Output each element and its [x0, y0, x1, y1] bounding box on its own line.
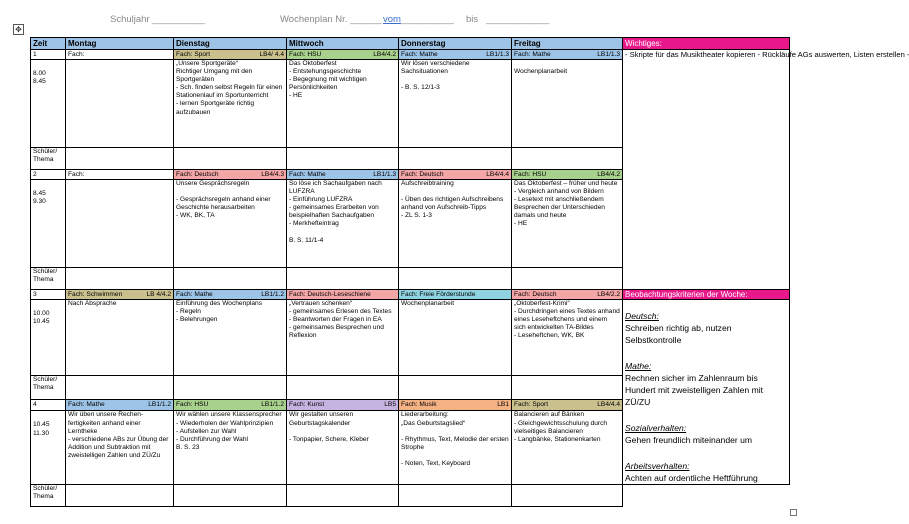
fach-label-wrap [68, 290, 171, 299]
fach-cell[interactable] [512, 170, 623, 180]
fach-label: Fach: Musik [401, 401, 437, 409]
fach-cell[interactable] [512, 290, 623, 300]
col-header-montag: Montag [66, 38, 174, 50]
schueler-cell[interactable] [287, 485, 399, 507]
fach-label-wrap [514, 290, 620, 299]
lesson-content[interactable] [66, 180, 174, 268]
lesson-number: 1 [31, 50, 66, 60]
fach-cell[interactable] [287, 50, 399, 60]
zeit-cell: 8.00 8.45 [31, 60, 66, 148]
lehrplan-ref: LB 4/4.2 [146, 291, 171, 298]
fach-label-wrap [401, 50, 509, 59]
col-header-donnerstag: Donnerstag [399, 38, 512, 50]
fach-cell[interactable] [287, 170, 399, 180]
zeit-cell: 10.45 11.30 [31, 411, 66, 485]
beobachtung-content[interactable] [623, 300, 790, 485]
lesson-content[interactable]: Wochenplanarbeit [512, 60, 623, 148]
zeit-cell: 10.00 10.45 [31, 300, 66, 376]
col-header-dienstag: Dienstag [174, 38, 287, 50]
lesson-content[interactable]: Nach Absprache [66, 300, 174, 376]
lesson-content[interactable]: Balancieren auf Bänken - Gleichgewichtsschulung durch vielseitiges Balancieren - Langbänke, Stationenkarten [512, 411, 623, 485]
beobachtung-section-text: Gehen freundlich miteinander um [625, 435, 753, 445]
schueler-cell[interactable] [66, 268, 174, 290]
lesson-content[interactable]: Wir lösen verschiedene Sachsituationen - B. S. 12/1-3 [399, 60, 512, 148]
beobachtung-section-head: Sozialverhalten: [625, 423, 687, 433]
col-header-zeit: Zeit [31, 38, 66, 50]
schueler-cell[interactable] [399, 268, 512, 290]
schueler-cell[interactable] [174, 485, 287, 507]
fach-cell[interactable] [174, 50, 287, 60]
fach-label: Fach: Sport [514, 401, 549, 409]
lesson-content[interactable]: Liederarbeitung: „Das Geburtstagslied“ - Rhythmus, Text, Melodie der ersten Strophe - Noten, Text, Keyboard [399, 411, 512, 485]
lehrplan-ref: LB1/1.2 [261, 401, 284, 409]
fach-cell[interactable] [66, 170, 174, 180]
fach-label-wrap [514, 400, 620, 409]
fach-cell[interactable] [399, 50, 512, 60]
schueler-thema-label: Schüler/ Thema [31, 485, 66, 507]
lehrplan-ref: LB1/1.2 [261, 291, 284, 298]
fach-label-wrap [401, 290, 509, 299]
lehrplan-ref: LB5 [384, 401, 396, 409]
fach-label: Fach: Sport [176, 51, 211, 58]
wichtiges-content[interactable]: - Skripte für das Musiktheater kopieren - Rückläufe AGs auswerten, Listen erstellen - [623, 50, 790, 290]
lesson-content[interactable]: „Vertrauen schenken“ - gemeinsames Erlesen des Textes - Beantworten der Fragen in EA - gemeinsames Besprechen und Reflexion [287, 300, 399, 376]
lehrplan-ref: LB1/1.3 [597, 51, 620, 58]
col-header-mittwoch: Mittwoch [287, 38, 399, 50]
schueler-thema-label: Schüler/ Thema [31, 268, 66, 290]
schueler-cell[interactable] [399, 375, 512, 400]
lehrplan-ref: LB4/4.2 [597, 171, 620, 178]
fach-label-wrap [514, 170, 620, 179]
schueler-cell[interactable] [287, 268, 399, 290]
lesson-number: 2 [31, 170, 66, 180]
fach-label: Fach: Mathe [401, 51, 438, 58]
lesson-content[interactable]: Einführung des Wochenplans - Regeln - Belehrungen [174, 300, 287, 376]
schueler-thema-label: Schüler/ Thema [31, 375, 66, 400]
fach-label: Fach: [68, 51, 85, 58]
col-header-freitag: Freitag [512, 38, 623, 50]
fach-cell[interactable] [174, 170, 287, 180]
schueler-row [31, 485, 790, 507]
fach-label-wrap [176, 400, 284, 409]
lehrplan-ref: LB4/4.4 [486, 171, 509, 178]
schueler-cell[interactable] [174, 375, 287, 400]
fach-cell[interactable] [287, 400, 399, 411]
lehrplan-ref: LB1 [497, 401, 509, 409]
fach-cell[interactable] [399, 290, 512, 300]
table-resize-handle[interactable] [790, 509, 797, 516]
beobachtung-section-text: Rechnen sicher im Zahlenraum bis Hundert mit zweistelligen Zahlen mit ZÜ/ZU [625, 373, 764, 407]
beobachtung-section-text: Achten auf ordentliche Heftführung [625, 473, 758, 483]
lesson-number: 3 [31, 290, 66, 300]
schueler-cell[interactable] [512, 148, 623, 170]
lesson-content[interactable]: „Unsere Sportgeräte“ Richtiger Umgang mit den Sportgeräten - Sch. finden selbst Regeln für einen Stationenlauf im Sportunterricht - lernen Sportgeräte richtig aufzubauen [174, 60, 287, 148]
fach-cell[interactable] [512, 50, 623, 60]
lesson-content[interactable]: Wir wählen unsere Klassensprecher - Wiederholen der Wahlprinzipien - Aufstellen zur Wahl - Durchführung der Wahl B. S. 23 [174, 411, 287, 485]
fach-label-wrap [68, 170, 171, 179]
weekly-plan-table [30, 37, 909, 507]
fach-label: Fach: Freie Förderstunde [401, 291, 476, 298]
fach-label-wrap [289, 170, 396, 179]
schueler-cell[interactable] [399, 485, 512, 507]
schueler-cell[interactable] [287, 375, 399, 400]
beobachtung-section-head: Arbeitsverhalten: [625, 461, 690, 471]
fach-label-wrap [289, 290, 396, 299]
lehrplan-ref: LB4/ 4.4 [259, 51, 284, 58]
schueler-cell[interactable] [66, 485, 174, 507]
fach-cell[interactable] [399, 170, 512, 180]
lesson-content[interactable]: „Oktoberfest-Krimi“ - Durchdringen eines Textes anhand eines Leseheftchens und einem sich entwickelten TA-Bildes - Leseheftchen, WK, BK [512, 300, 623, 376]
fach-row [31, 50, 790, 60]
beobachtung-header: Beobachtungskriterien der Woche: [623, 290, 790, 300]
fach-cell[interactable] [512, 400, 623, 411]
fach-label: Fach: HSU [176, 401, 209, 409]
wichtiges-header: Wichtiges: [623, 38, 790, 50]
fach-label: Fach: Schwimmen [68, 291, 123, 298]
fach-label: Fach: Mathe [289, 171, 326, 178]
beobachtung-section-text: Schreiben richtig ab, nutzen Selbstkontrolle [625, 323, 732, 345]
lehrplan-ref: LB4/4.2 [373, 51, 396, 58]
fach-label-wrap [176, 170, 284, 179]
fach-row [31, 290, 790, 300]
fach-cell[interactable] [399, 400, 512, 411]
lesson-content[interactable]: Das Oktoberfest - Entstehungsgeschichte - Begegnung mit wichtigen Persönlichkeiten - HE [287, 60, 399, 148]
fach-label: Fach: Deutsch [401, 171, 444, 178]
fach-label: Fach: HSU [289, 51, 322, 58]
fach-label: Fach: Mathe [68, 401, 105, 409]
fach-cell[interactable] [174, 290, 287, 300]
fach-cell[interactable] [287, 290, 399, 300]
schueler-cell[interactable] [66, 375, 174, 400]
lehrplan-ref: LB1/1.2 [148, 401, 171, 409]
fach-label-wrap [176, 50, 284, 59]
bis-blank: ____________ [486, 14, 550, 25]
schueler-cell[interactable] [66, 148, 174, 170]
schueler-cell[interactable] [174, 268, 287, 290]
lehrplan-ref: LB4/2.2 [597, 291, 620, 298]
schueler-thema-label: Schüler/ Thema [31, 148, 66, 170]
lehrplan-ref: LB1/1.3 [373, 171, 396, 178]
schueler-cell[interactable] [174, 148, 287, 170]
fach-label-wrap [401, 170, 509, 179]
fach-label: Fach: [68, 171, 85, 178]
schueler-cell[interactable] [512, 268, 623, 290]
lesson-content[interactable]: Wir gestalten unseren Geburtstagskalender - Tonpapier, Schere, Kleber [287, 411, 399, 485]
beobachtung-section-head: Deutsch: [625, 311, 659, 321]
schueler-cell[interactable] [399, 148, 512, 170]
fach-label-wrap [68, 50, 171, 59]
fach-cell[interactable] [66, 50, 174, 60]
fach-label: Fach: HSU [514, 171, 547, 178]
fach-label: Fach: Kunst [289, 401, 325, 409]
lesson-content[interactable]: Wir üben unsere Rechen-fertigkeiten anhand einer Lerntheke - verschiedene ABs zur Übung der Addition und Subtraktion mit zweistelligen Zahlen und ZÜ/Zu [66, 411, 174, 485]
fach-label-wrap [176, 290, 284, 299]
lesson-content[interactable]: Das Oktoberfest – früher und heute - Vergleich anhand von Bildern - Lesetext mit anschließendem Besprechen der Unterschieden damals und heute - HE [512, 180, 623, 268]
lehrplan-ref: LB4/4.3 [261, 171, 284, 178]
fach-label-wrap [289, 400, 396, 409]
lesson-content[interactable]: Unsere Gesprächsregeln - Gesprächsregeln anhand einer Geschichte herausarbeiten - WK, BK, TA [174, 180, 287, 268]
content-row [31, 300, 790, 376]
fach-cell[interactable] [174, 400, 287, 411]
fach-label-wrap [514, 50, 620, 59]
vom-blank: __________ [401, 14, 454, 25]
fach-cell[interactable] [66, 290, 174, 300]
wochenplan-label: Wochenplan Nr. ______ [280, 14, 382, 25]
beobachtung-section-head: Mathe: [625, 361, 652, 371]
zeit-cell: 8.45 9.30 [31, 180, 66, 268]
lesson-content[interactable] [66, 60, 174, 148]
fach-cell[interactable] [66, 400, 174, 411]
lehrplan-ref: LB4/4.4 [597, 401, 620, 409]
fach-label: Fach: Deutsch-Leseschiene [289, 291, 371, 298]
fach-label: Fach: Deutsch [514, 291, 557, 298]
schueler-cell[interactable] [512, 485, 623, 507]
schueler-cell[interactable] [512, 375, 623, 400]
fach-label-wrap [401, 400, 509, 409]
vom-label: vom [383, 14, 401, 25]
table-move-handle-icon[interactable]: ✥ [13, 24, 24, 35]
bis-label: bis [466, 14, 479, 25]
plan-header [0, 14, 804, 28]
lesson-content[interactable]: So löse ich Sachaufgaben nach LUFZRA - Einführung LUFZRA - gemeinsames Erarbeiten von beispielhaften Sachaufgaben - Merkhefteintrag B. S. 11/1-4 [287, 180, 399, 268]
fach-label-wrap [289, 50, 396, 59]
fach-label-wrap [68, 400, 171, 409]
lesson-content[interactable]: Aufschreibtraining - Üben des richtigen Aufschreibens anhand von Aufschreib-Tipps - ZL S. 1-3 [399, 180, 512, 268]
fach-label: Fach: Deutsch [176, 171, 219, 178]
fach-label: Fach: Mathe [176, 291, 213, 298]
lesson-number: 4 [31, 400, 66, 411]
schuljahr-label: Schuljahr __________ [110, 14, 206, 25]
fach-label: Fach: Mathe [514, 51, 551, 58]
lehrplan-ref: LB1/1.3 [486, 51, 509, 58]
schueler-cell[interactable] [287, 148, 399, 170]
lesson-content[interactable]: Wochenplanarbeit [399, 300, 512, 376]
